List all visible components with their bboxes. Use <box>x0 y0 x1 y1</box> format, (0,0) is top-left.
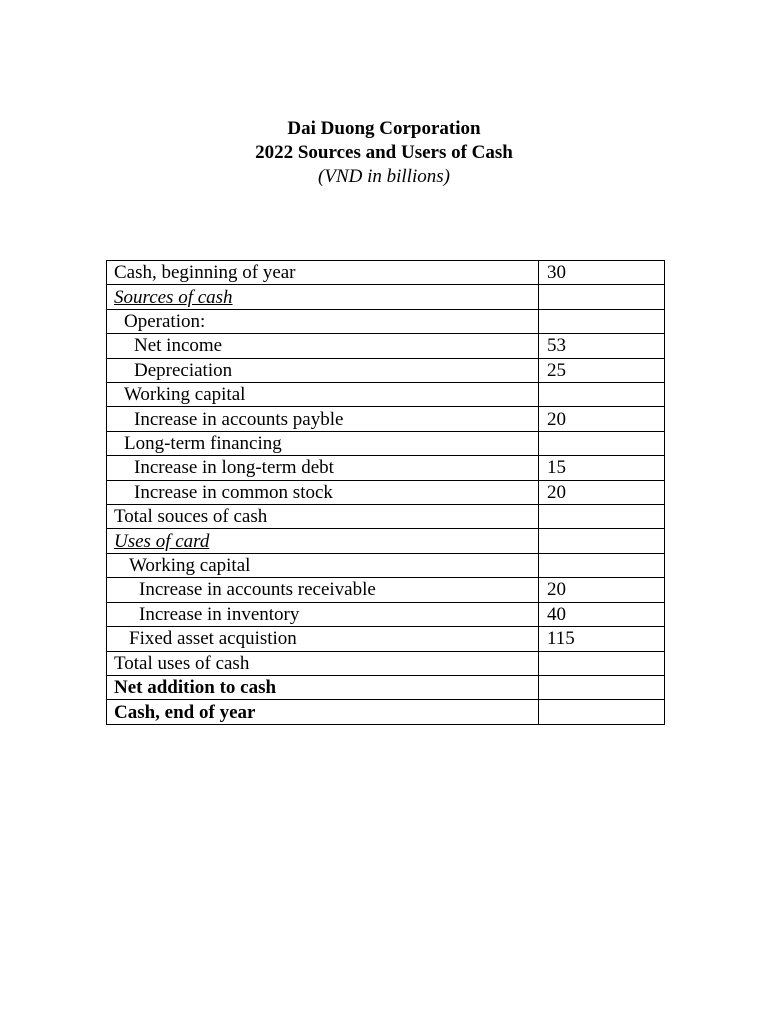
table-row <box>107 334 665 358</box>
row-value: 30 <box>539 261 665 285</box>
table-row <box>107 407 665 431</box>
row-label: Increase in long-term debt <box>107 456 539 480</box>
table-row <box>107 431 665 455</box>
cash-flow-table <box>106 260 665 725</box>
row-value <box>539 309 665 333</box>
row-label: Working capital <box>107 383 539 407</box>
row-value: 20 <box>539 407 665 431</box>
table-row <box>107 529 665 553</box>
row-value <box>539 553 665 577</box>
row-value <box>539 651 665 675</box>
row-value <box>539 529 665 553</box>
section-heading-sources: Sources of cash <box>107 285 539 309</box>
row-label: Increase in inventory <box>107 602 539 626</box>
row-value <box>539 383 665 407</box>
row-label: Depreciation <box>107 358 539 382</box>
row-label: Total uses of cash <box>107 651 539 675</box>
units-note: (VND in billions) <box>318 166 450 187</box>
table-row <box>107 383 665 407</box>
table-row <box>107 700 665 725</box>
row-value: 115 <box>539 627 665 651</box>
table-row <box>107 578 665 602</box>
row-value <box>539 505 665 529</box>
row-label: Long-term financing <box>107 431 539 455</box>
row-label: Fixed asset acquistion <box>107 627 539 651</box>
table-row <box>107 627 665 651</box>
row-label: Operation: <box>107 309 539 333</box>
document-header <box>0 117 768 189</box>
table-row <box>107 602 665 626</box>
row-value: 20 <box>539 480 665 504</box>
row-value: 20 <box>539 578 665 602</box>
table-row <box>107 480 665 504</box>
table-row <box>107 261 665 285</box>
document-title: 2022 Sources and Users of Cash <box>255 142 513 163</box>
table-row <box>107 651 665 675</box>
row-value: 53 <box>539 334 665 358</box>
row-label: Increase in accounts payble <box>107 407 539 431</box>
row-label: Total souces of cash <box>107 505 539 529</box>
table-row <box>107 505 665 529</box>
company-name: Dai Duong Corporation <box>287 118 481 139</box>
row-label: Net income <box>107 334 539 358</box>
row-label: Net addition to cash <box>107 675 539 699</box>
section-heading-uses: Uses of card <box>107 529 539 553</box>
row-value <box>539 675 665 699</box>
row-label: Increase in accounts receivable <box>107 578 539 602</box>
row-value <box>539 700 665 725</box>
table-row <box>107 358 665 382</box>
table-row <box>107 456 665 480</box>
table-row <box>107 553 665 577</box>
row-value: 25 <box>539 358 665 382</box>
table-row <box>107 675 665 699</box>
row-value: 15 <box>539 456 665 480</box>
row-value <box>539 285 665 309</box>
row-label: Increase in common stock <box>107 480 539 504</box>
row-label: Cash, beginning of year <box>107 261 539 285</box>
table-row <box>107 285 665 309</box>
row-label: Cash, end of year <box>107 700 539 725</box>
table-row <box>107 309 665 333</box>
row-value <box>539 431 665 455</box>
row-value: 40 <box>539 602 665 626</box>
row-label: Working capital <box>107 553 539 577</box>
